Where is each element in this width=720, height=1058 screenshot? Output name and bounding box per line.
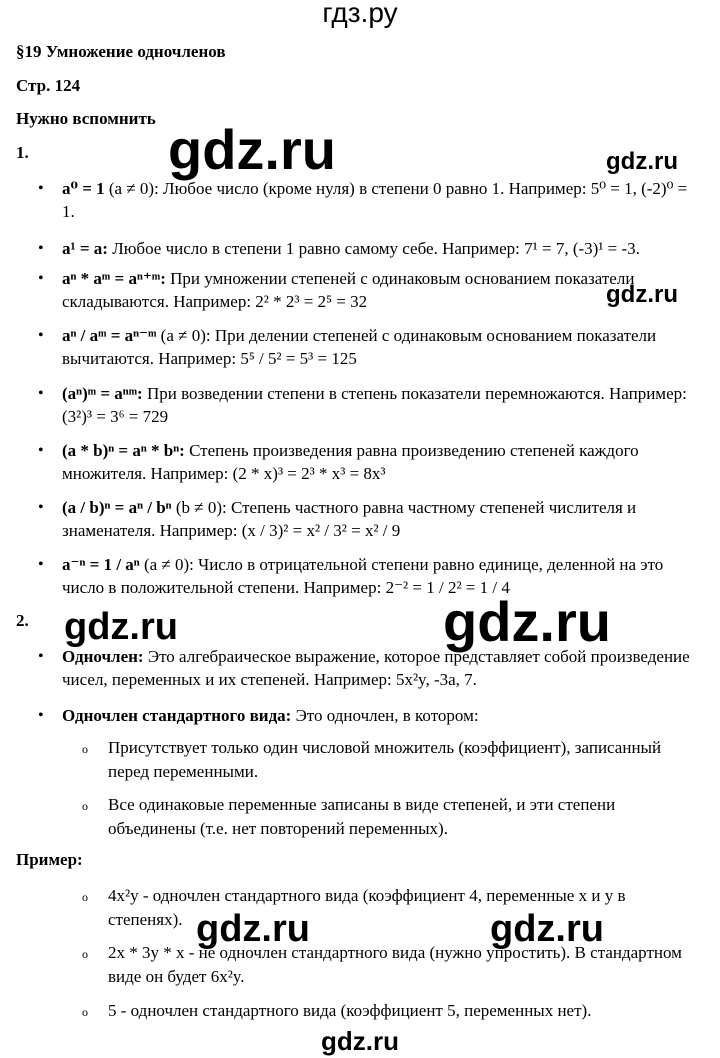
watermark: gdz.ru [196, 908, 310, 950]
bullet-icon: • [38, 270, 44, 287]
page-ref: Стр. 124 [16, 76, 81, 95]
watermark: gdz.ru [443, 590, 611, 653]
watermark: gdz.ru [490, 908, 604, 950]
example-item [82, 941, 702, 989]
definition-text: Это алгебраическое выражение, которое представляет собой произведение чисел, переменных и их степеней. Например: 5x²y, -3a, 7. [62, 647, 690, 689]
rule-text: (a ≠ 0): Число в отрицательной степени равно единице, деленной на это число в положительной степени. Например: 2⁻² = 1 / 2² = 1 / 4 [62, 555, 664, 597]
rule-text: (b ≠ 0): Степень частного равна частному степеней числителя и знаменателя. Например: (x / 3)² = x² / 3² = x² / 9 [62, 498, 637, 540]
bullet-icon: • [38, 648, 44, 665]
rule-text: При возведении степени в степень показатели перемножаются. Например: (3²)³ = 3⁶ = 729 [62, 384, 687, 426]
rule-formula: aⁿ / aᵐ = aⁿ⁻ᵐ [62, 326, 157, 345]
example-text: 5 - одночлен стандартного вида (коэффициент 5, переменных нет). [108, 1001, 592, 1020]
watermark: gdz.ru [606, 281, 678, 308]
part2-number: 2. [16, 611, 29, 630]
rule-text: Любое число в степени 1 равно самому себе. Например: 7¹ = 7, (-3)¹ = -3. [107, 239, 640, 258]
section-title: §19 Умножение одночленов [16, 42, 226, 61]
circle-bullet-icon: o [82, 1005, 88, 1019]
rule-item [38, 382, 698, 428]
circle-bullet-icon: o [82, 947, 88, 961]
bullet-icon: • [38, 180, 44, 197]
rule-item [38, 177, 698, 223]
rule-item [38, 439, 698, 485]
example-heading: Пример: [16, 850, 83, 869]
condition-item [82, 736, 702, 784]
rule-formula: (a / b)ⁿ = aⁿ / bⁿ [62, 498, 172, 517]
part1-number: 1. [16, 143, 29, 162]
example-text: 4x²y - одночлен стандартного вида (коэффициент 4, переменные x и y в степенях). [108, 886, 626, 929]
definition-text: Это одночлен, в котором: [291, 706, 479, 725]
rule-formula: a¹ = a: [62, 239, 108, 258]
example-item [82, 884, 702, 932]
definition-item [38, 704, 698, 727]
definition-term: Одночлен: [62, 647, 144, 666]
watermark: gdz.ru [606, 148, 678, 175]
rule-formula: (a * b)ⁿ = aⁿ * bⁿ: [62, 441, 185, 460]
remember-heading: Нужно вспомнить [16, 109, 156, 128]
bullet-icon: • [38, 499, 44, 516]
rule-text: (a ≠ 0): При делении степеней с одинаковым основанием показатели вычитаются. Например: 5⁵ / 5² = 5³ = 125 [62, 326, 657, 368]
bullet-icon: • [38, 442, 44, 459]
watermark: gdz.ru [64, 606, 178, 648]
bullet-icon: • [38, 240, 44, 257]
condition-text: Все одинаковые переменные записаны в виде степеней, и эти степени объединены (т.е. нет повторений переменных). [108, 795, 616, 838]
rule-formula: (aⁿ)ᵐ = aⁿᵐ: [62, 384, 143, 403]
bullet-icon: • [38, 327, 44, 344]
rule-item [38, 267, 698, 313]
condition-item [82, 793, 702, 841]
rule-text: При умножении степеней с одинаковым основанием показатели складываются. Например: 2² * 2³ = 2⁵ = 32 [62, 269, 635, 311]
example-text: 2x * 3y * x - не одночлен стандартного вида (нужно упростить). В стандартном виде он будет 6x²y. [108, 943, 682, 986]
bullet-icon: • [38, 556, 44, 573]
site-header[interactable]: гдз.ру [322, 0, 398, 28]
watermark: gdz.ru [168, 118, 336, 181]
definition-term: Одночлен стандартного вида: [62, 706, 292, 725]
example-item [82, 999, 702, 1023]
bullet-icon: • [38, 707, 44, 724]
rule-item [38, 237, 698, 260]
site-footer[interactable]: gdz.ru [321, 1026, 399, 1056]
rule-item [38, 496, 698, 542]
bullet-icon: • [38, 385, 44, 402]
rule-formula: a⁻ⁿ = 1 / aⁿ [62, 555, 140, 574]
circle-bullet-icon: o [82, 742, 88, 756]
rule-formula: a⁰ = 1 [62, 179, 105, 198]
circle-bullet-icon: o [82, 890, 88, 904]
rule-text: (a ≠ 0): Любое число (кроме нуля) в степени 0 равно 1. Например: 5⁰ = 1, (-2)⁰ = 1. [62, 179, 688, 221]
circle-bullet-icon: o [82, 799, 88, 813]
condition-text: Присутствует только один числовой множитель (коэффициент), записанный перед переменными. [108, 738, 662, 781]
rule-item [38, 324, 698, 370]
rule-formula: aⁿ * aᵐ = aⁿ⁺ᵐ: [62, 269, 166, 288]
rule-text: Степень произведения равна произведению степеней каждого множителя. Например: (2 * x)³ = 2³ * x³ = 8x³ [62, 441, 639, 483]
